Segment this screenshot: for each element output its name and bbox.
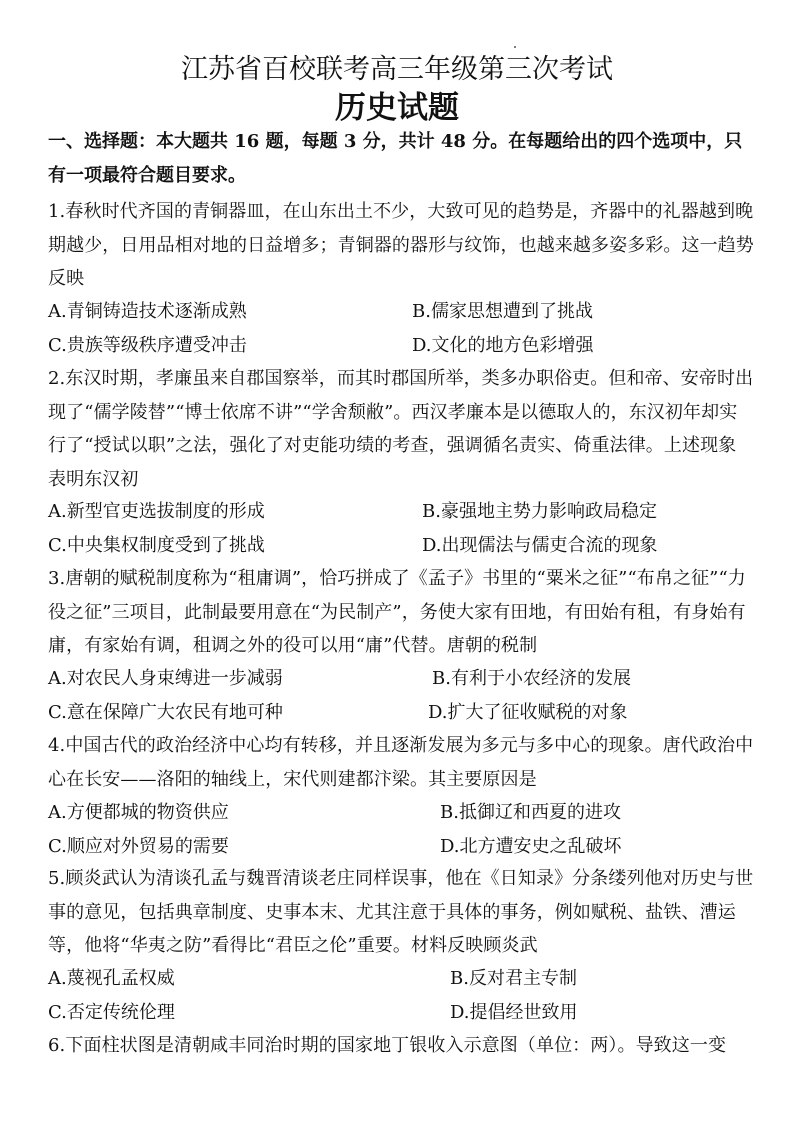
question-3-stem: 3.唐朝的赋税制度称为“租庸调”，恰巧拼成了《孟子》书里的“粟米之征”“布帛之征”“力役之征”三项目，此制最要用意在“为民制产”，务使大家有田地，有田始有租，有身始有庸，有家始有调，租调之外的役可以用“庸”代替。唐朝的税制 xyxy=(48,568,746,656)
option-c: C.顺应对外贸易的需要 xyxy=(48,835,229,857)
option-c: C.否定传统伦理 xyxy=(48,1001,175,1023)
question-6-stem: 6.下面柱状图是清朝咸丰同治时期的国家地丁银收入示意图（单位：两）。导致这一变 xyxy=(48,1035,727,1056)
section-heading: 一、选择题：本大题共 16 题，每题 3 分，共计 48 分。在每题给出的四个选项中，只有一项最符合题目要求。 xyxy=(48,131,743,186)
question-5-options xyxy=(48,962,754,1029)
exam-subject: 历史试题 xyxy=(335,90,459,126)
scan-speck xyxy=(514,46,516,48)
question-1-options xyxy=(48,295,754,362)
option-d: D.北方遭安史之乱破坏 xyxy=(440,835,622,857)
option-c: C.意在保障广大农民有地可种 xyxy=(48,701,283,723)
option-b: B.有利于小农经济的发展 xyxy=(432,668,631,689)
question-2-options xyxy=(48,495,754,562)
exam-title: 江苏省百校联考高三年级第三次考试 xyxy=(181,54,613,85)
option-b: B.豪强地主势力影响政局稳定 xyxy=(422,501,657,522)
option-a: A.蔑视孔孟权威 xyxy=(48,968,175,989)
option-d: D.出现儒法与儒吏合流的现象 xyxy=(422,534,658,556)
question-5-stem: 5.顾炎武认为清谈孔孟与魏晋清谈老庄同样误事，他在《日知录》分条缕列他对历史与世事的意见，包括典章制度、史事本末、尤其注意于具体的事务，例如赋税、盐铁、漕运等，他将“华夷之防”看得比“君臣之伦”重要。材料反映顾炎武 xyxy=(48,868,754,956)
option-b: B.反对君主专制 xyxy=(450,968,577,989)
question-2-stem: 2.东汉时期，孝廉虽来自郡国察举，而其时郡国所举，类多办职俗吏。但和帝、安帝时出现了“儒学陵替”“博士依席不讲”“学舍颓敝”。西汉孝廉本是以德取人的，东汉初年却实行了“授试以职”之法，强化了对吏能功绩的考查，强调循名责实、倚重法律。上述现象表明东汉初 xyxy=(48,368,754,490)
question-1-stem: 1.春秋时代齐国的青铜器皿，在山东出土不少，大致可见的趋势是，齐器中的礼器越到晚期越少，日用品相对地的日益增多；青铜器的器形与纹饰，也越来越多姿多彩。这一趋势反映 xyxy=(48,201,754,289)
option-d: D.提倡经世致用 xyxy=(450,1001,578,1023)
option-b: B.儒家思想遭到了挑战 xyxy=(412,301,593,322)
option-c: C.中央集权制度受到了挑战 xyxy=(48,534,265,556)
question-4-stem: 4.中国古代的政治经济中心均有转移，并且逐渐发展为多元与多中心的现象。唐代政治中心在长安——洛阳的轴线上，宋代则建都汴梁。其主要原因是 xyxy=(48,735,754,790)
option-b: B.抵御辽和西夏的进攻 xyxy=(440,802,621,823)
option-c: C.贵族等级秩序遭受冲击 xyxy=(48,334,247,356)
option-a: A.对农民人身束缚进一步减弱 xyxy=(48,668,283,689)
question-3-options xyxy=(48,662,754,729)
option-a: A.新型官吏选拔制度的形成 xyxy=(48,501,265,522)
question-4-options xyxy=(48,796,754,863)
option-d: D.文化的地方色彩增强 xyxy=(412,334,594,356)
option-a: A.方便都城的物资供应 xyxy=(48,802,229,823)
option-d: D.扩大了征收赋税的对象 xyxy=(428,701,628,723)
option-a: A.青铜铸造技术逐渐成熟 xyxy=(48,301,247,322)
